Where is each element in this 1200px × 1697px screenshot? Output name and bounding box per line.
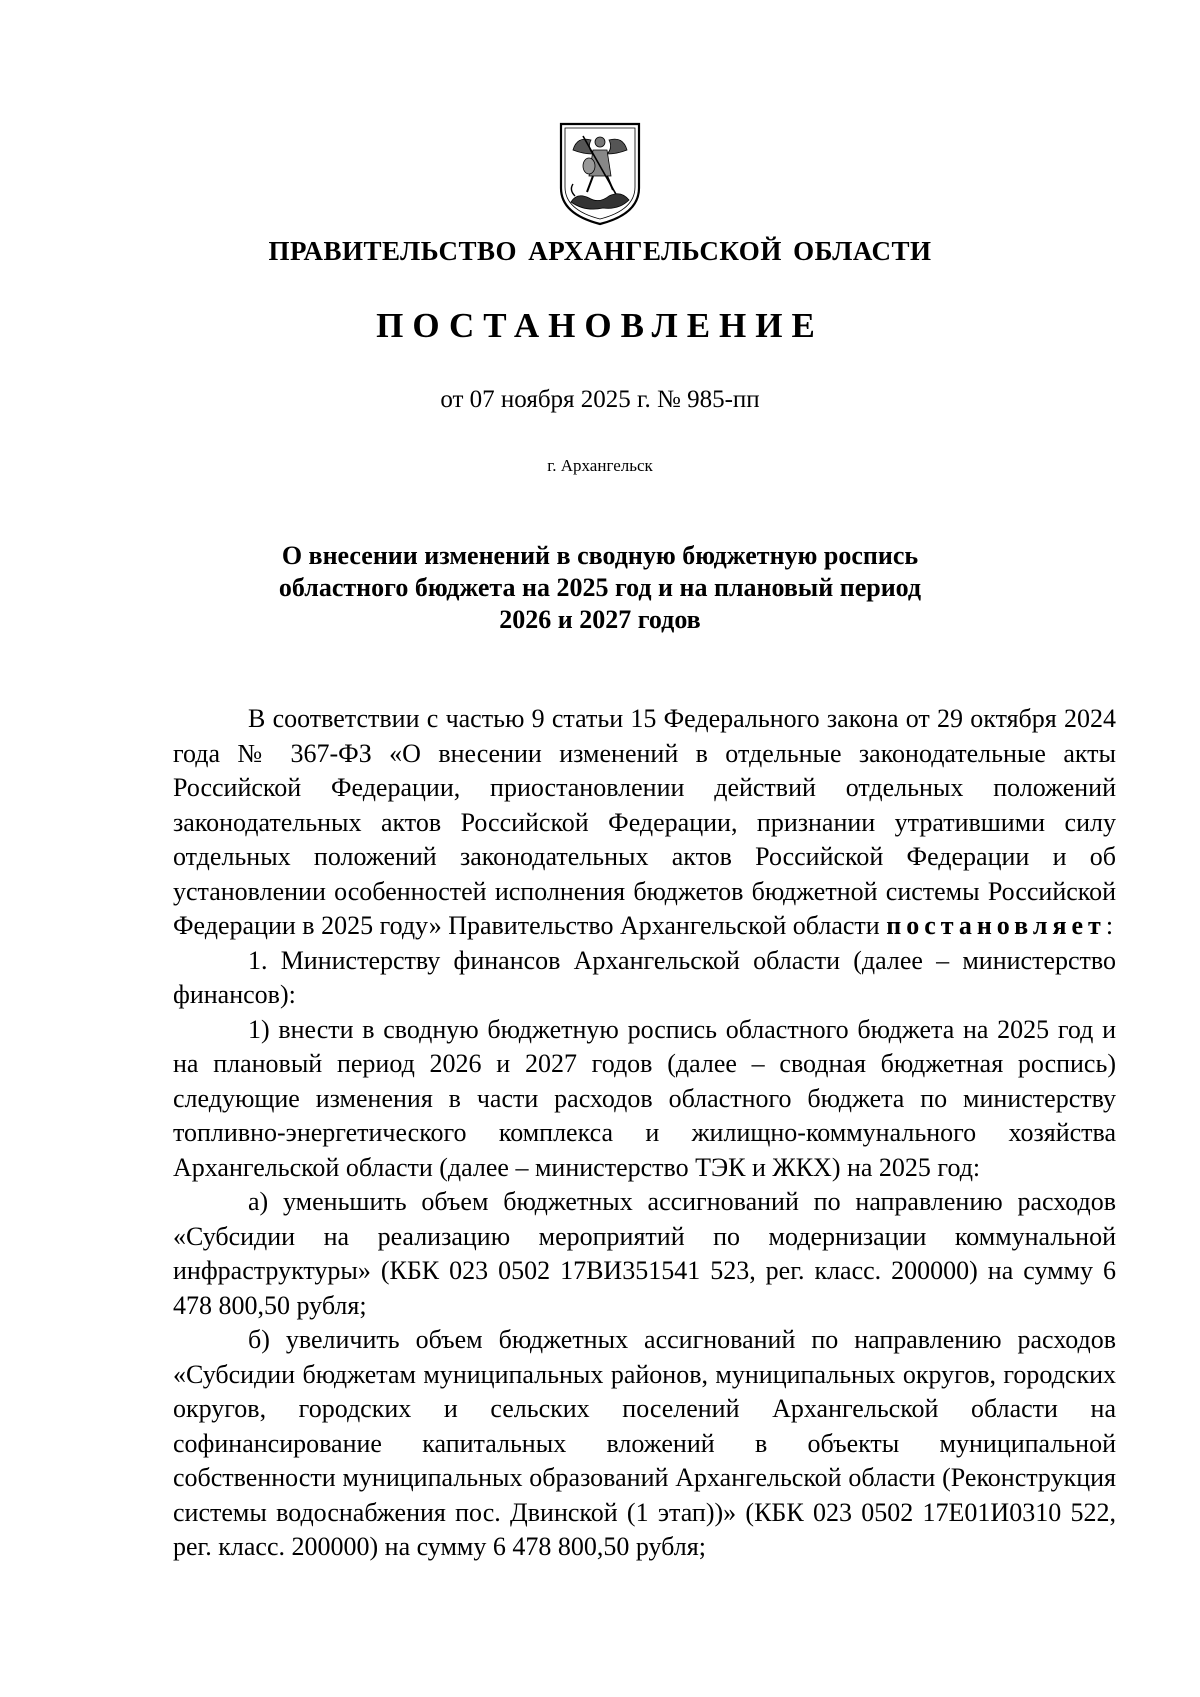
item-paragraph: 1) внести в сводную бюджетную роспись областного бюджета на 2025 год и на плановый период 2026 и 2027 годов (далее – сводная бюджетная роспись) следующие изменения в части расходов областного бюджета по министерству топливно-энергетического комплекса и жилищно-коммунального хозяйства Архангельской области (далее – министерство ТЭК и ЖКХ) на 2025 год:: [173, 1014, 1116, 1182]
subject-line: О внесении изменений в сводную бюджетную роспись: [281, 541, 919, 570]
decrees-punct: :: [1105, 911, 1114, 940]
document-subject: [250, 540, 950, 636]
preamble-paragraph: [173, 702, 1116, 944]
subject-line: областного бюджета на 2025 год и на плановый период: [278, 573, 922, 602]
arkhangelsk-coat-of-arms-icon: [555, 118, 645, 228]
preamble-text: В соответствии с частью 9 статьи 15 Федерального закона от 29 октября 2024 года № 367-ФЗ «О внесении изменений в отдельные законодательные акты Российской Федерации, приостановлении действий отдельных положений законодательных актов Российской Федерации, признании утратившими силу отдельных положений законодательных актов Российской Федерации и об установлении особенностей исполнения бюджетов бюджетной системы Российской Федерации в 2025 году» Правительство Архангельской области: [173, 704, 1116, 940]
document-city: г. Архангельск: [547, 456, 653, 475]
document-type: ПОСТАНОВЛЕНИЕ: [376, 306, 824, 345]
item-paragraph: а) уменьшить объем бюджетных ассигнований по направлению расходов «Субсидии на реализацию мероприятий по модернизации коммунальной инфраструктуры» (КБК 023 0502 17ВИ351541 523, рег. класс. 200000) на сумму 6 478 800,50 рубля;: [173, 1187, 1116, 1320]
document-date-number: от 07 ноября 2025 г. № 985-пп: [440, 386, 760, 413]
organization-title: ПРАВИТЕЛЬСТВО АРХАНГЕЛЬСКОЙ ОБЛАСТИ: [268, 236, 932, 266]
item-paragraph: б) увеличить объем бюджетных ассигнований по направлению расходов «Субсидии бюджетам муниципальных районов, муниципальных округов, городских округов, городских и сельских поселений Архангельской области на софинансирование капитальных вложений в объекты муниципальной собственности муниципальных образований Архангельской области (Реконструкция системы водоснабжения пос. Двинской (1 этап))» (КБК 023 0502 17Е01И0310 522, рег. класс. 200000) на сумму 6 478 800,50 рубля;: [173, 1325, 1116, 1561]
document-body: [173, 702, 1116, 1565]
item-paragraph: 1. Министерству финансов Архангельской области (далее – министерство финансов):: [173, 945, 1116, 1009]
subject-line: 2026 и 2027 годов: [499, 605, 701, 634]
decrees-word: постановляет: [886, 911, 1106, 940]
